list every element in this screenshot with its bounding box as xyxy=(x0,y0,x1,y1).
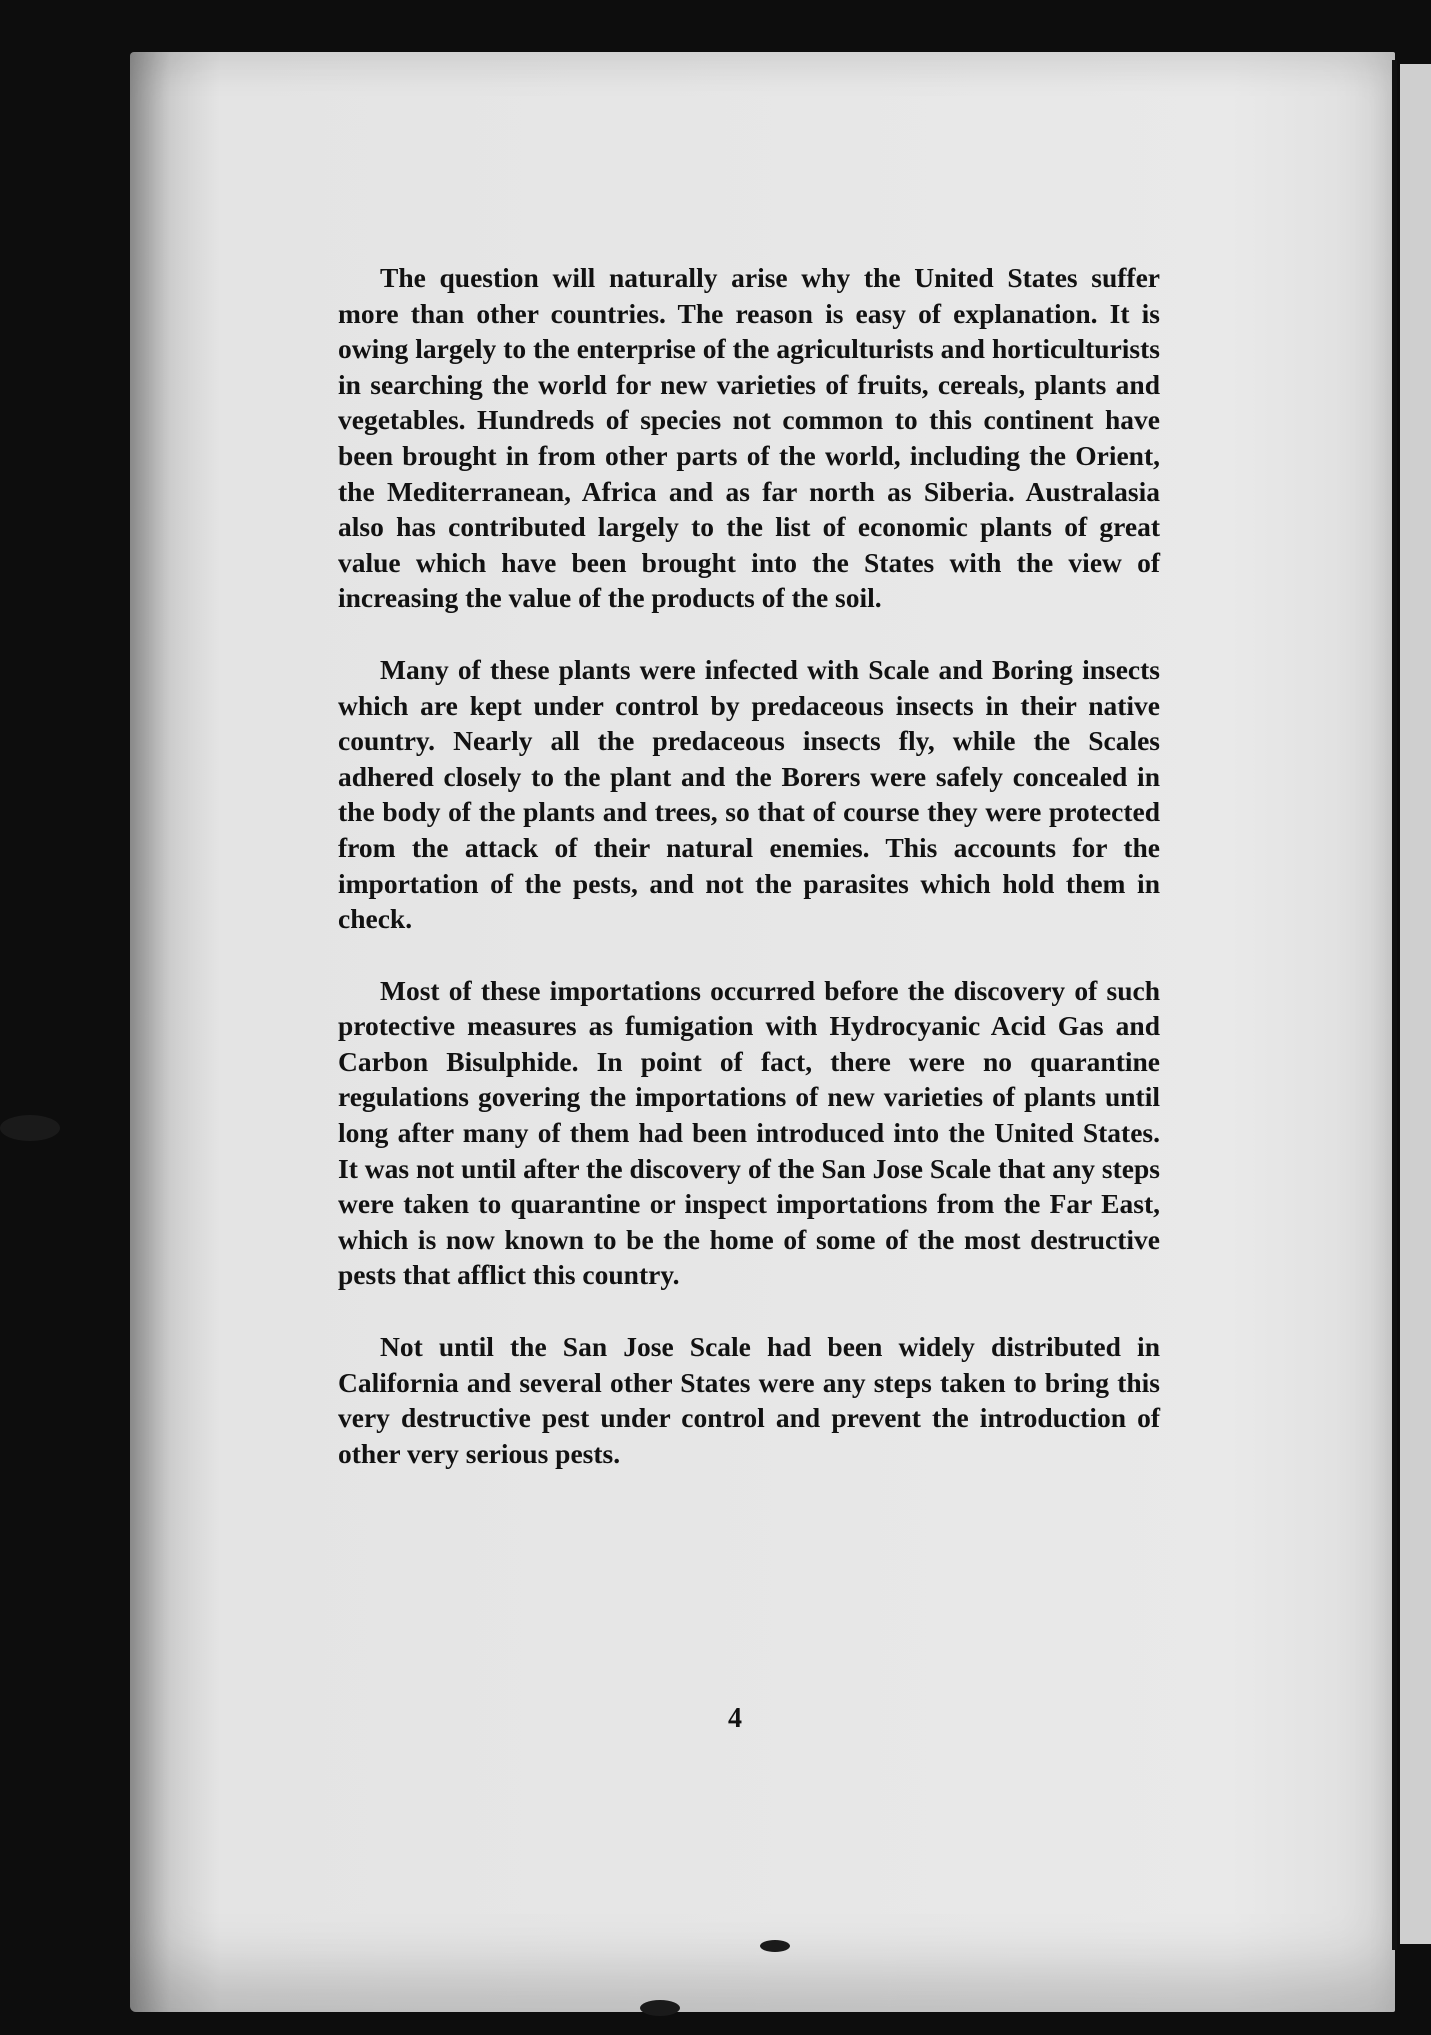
body-text xyxy=(338,260,1160,1507)
paragraph: The question will naturally arise why the United States suffer more than other countries. The reason is easy of explanation. It is owing largely to the enterprise of the agriculturists and horticulturists in searching the world for new varieties of fruits, cereals, plants and vegetables. Hundreds of species not common to this continent have been brought in from other parts of the world, including the Orient, the Mediterranean, Africa and as far north as Siberia. Australasia also has contributed largely to the list of economic plants of great value which have been brought into the States with the view of increasing the value of the products of the soil. xyxy=(338,262,1160,614)
paragraph: Many of these plants were infected with Scale and Boring insects which are kept under control by predaceous insects in their native country. Nearly all the predaceous insects fly, while the Scales adhered closely to the plant and the Borers were safely concealed in the body of the plants and trees, so that of course they were protected from the attack of their natural enemies. This accounts for the importation of the pests, and not the parasites which hold them in check. xyxy=(338,653,1160,935)
paragraph: Most of these importations occurred before the discovery of such protective measures as fumigation with Hydrocyanic Acid Gas and Carbon Bisulphide. In point of fact, there were no quarantine regulations govering the importations of new varieties of plants until long after many of them had been introduced into the United States. It was not until after the discovery of the San Jose Scale that any steps were taken to quarantine or inspect importations from the Far East, which is now known to be the home of some of the most destructive pests that afflict this country. xyxy=(338,974,1160,1291)
paragraph: Not until the San Jose Scale had been widely distributed in California and several other States were any steps taken to bring this very destructive pest under control and prevent the introduction of other very serious pests. xyxy=(338,1331,1160,1469)
scan-smudge xyxy=(0,1115,60,1141)
facing-page-edge xyxy=(1400,64,1431,1944)
page-number: 4 xyxy=(728,1703,742,1734)
page-edge-shadow xyxy=(1392,60,1397,1950)
scan-smudge xyxy=(640,2000,680,2016)
scan-smudge xyxy=(760,1940,790,1952)
